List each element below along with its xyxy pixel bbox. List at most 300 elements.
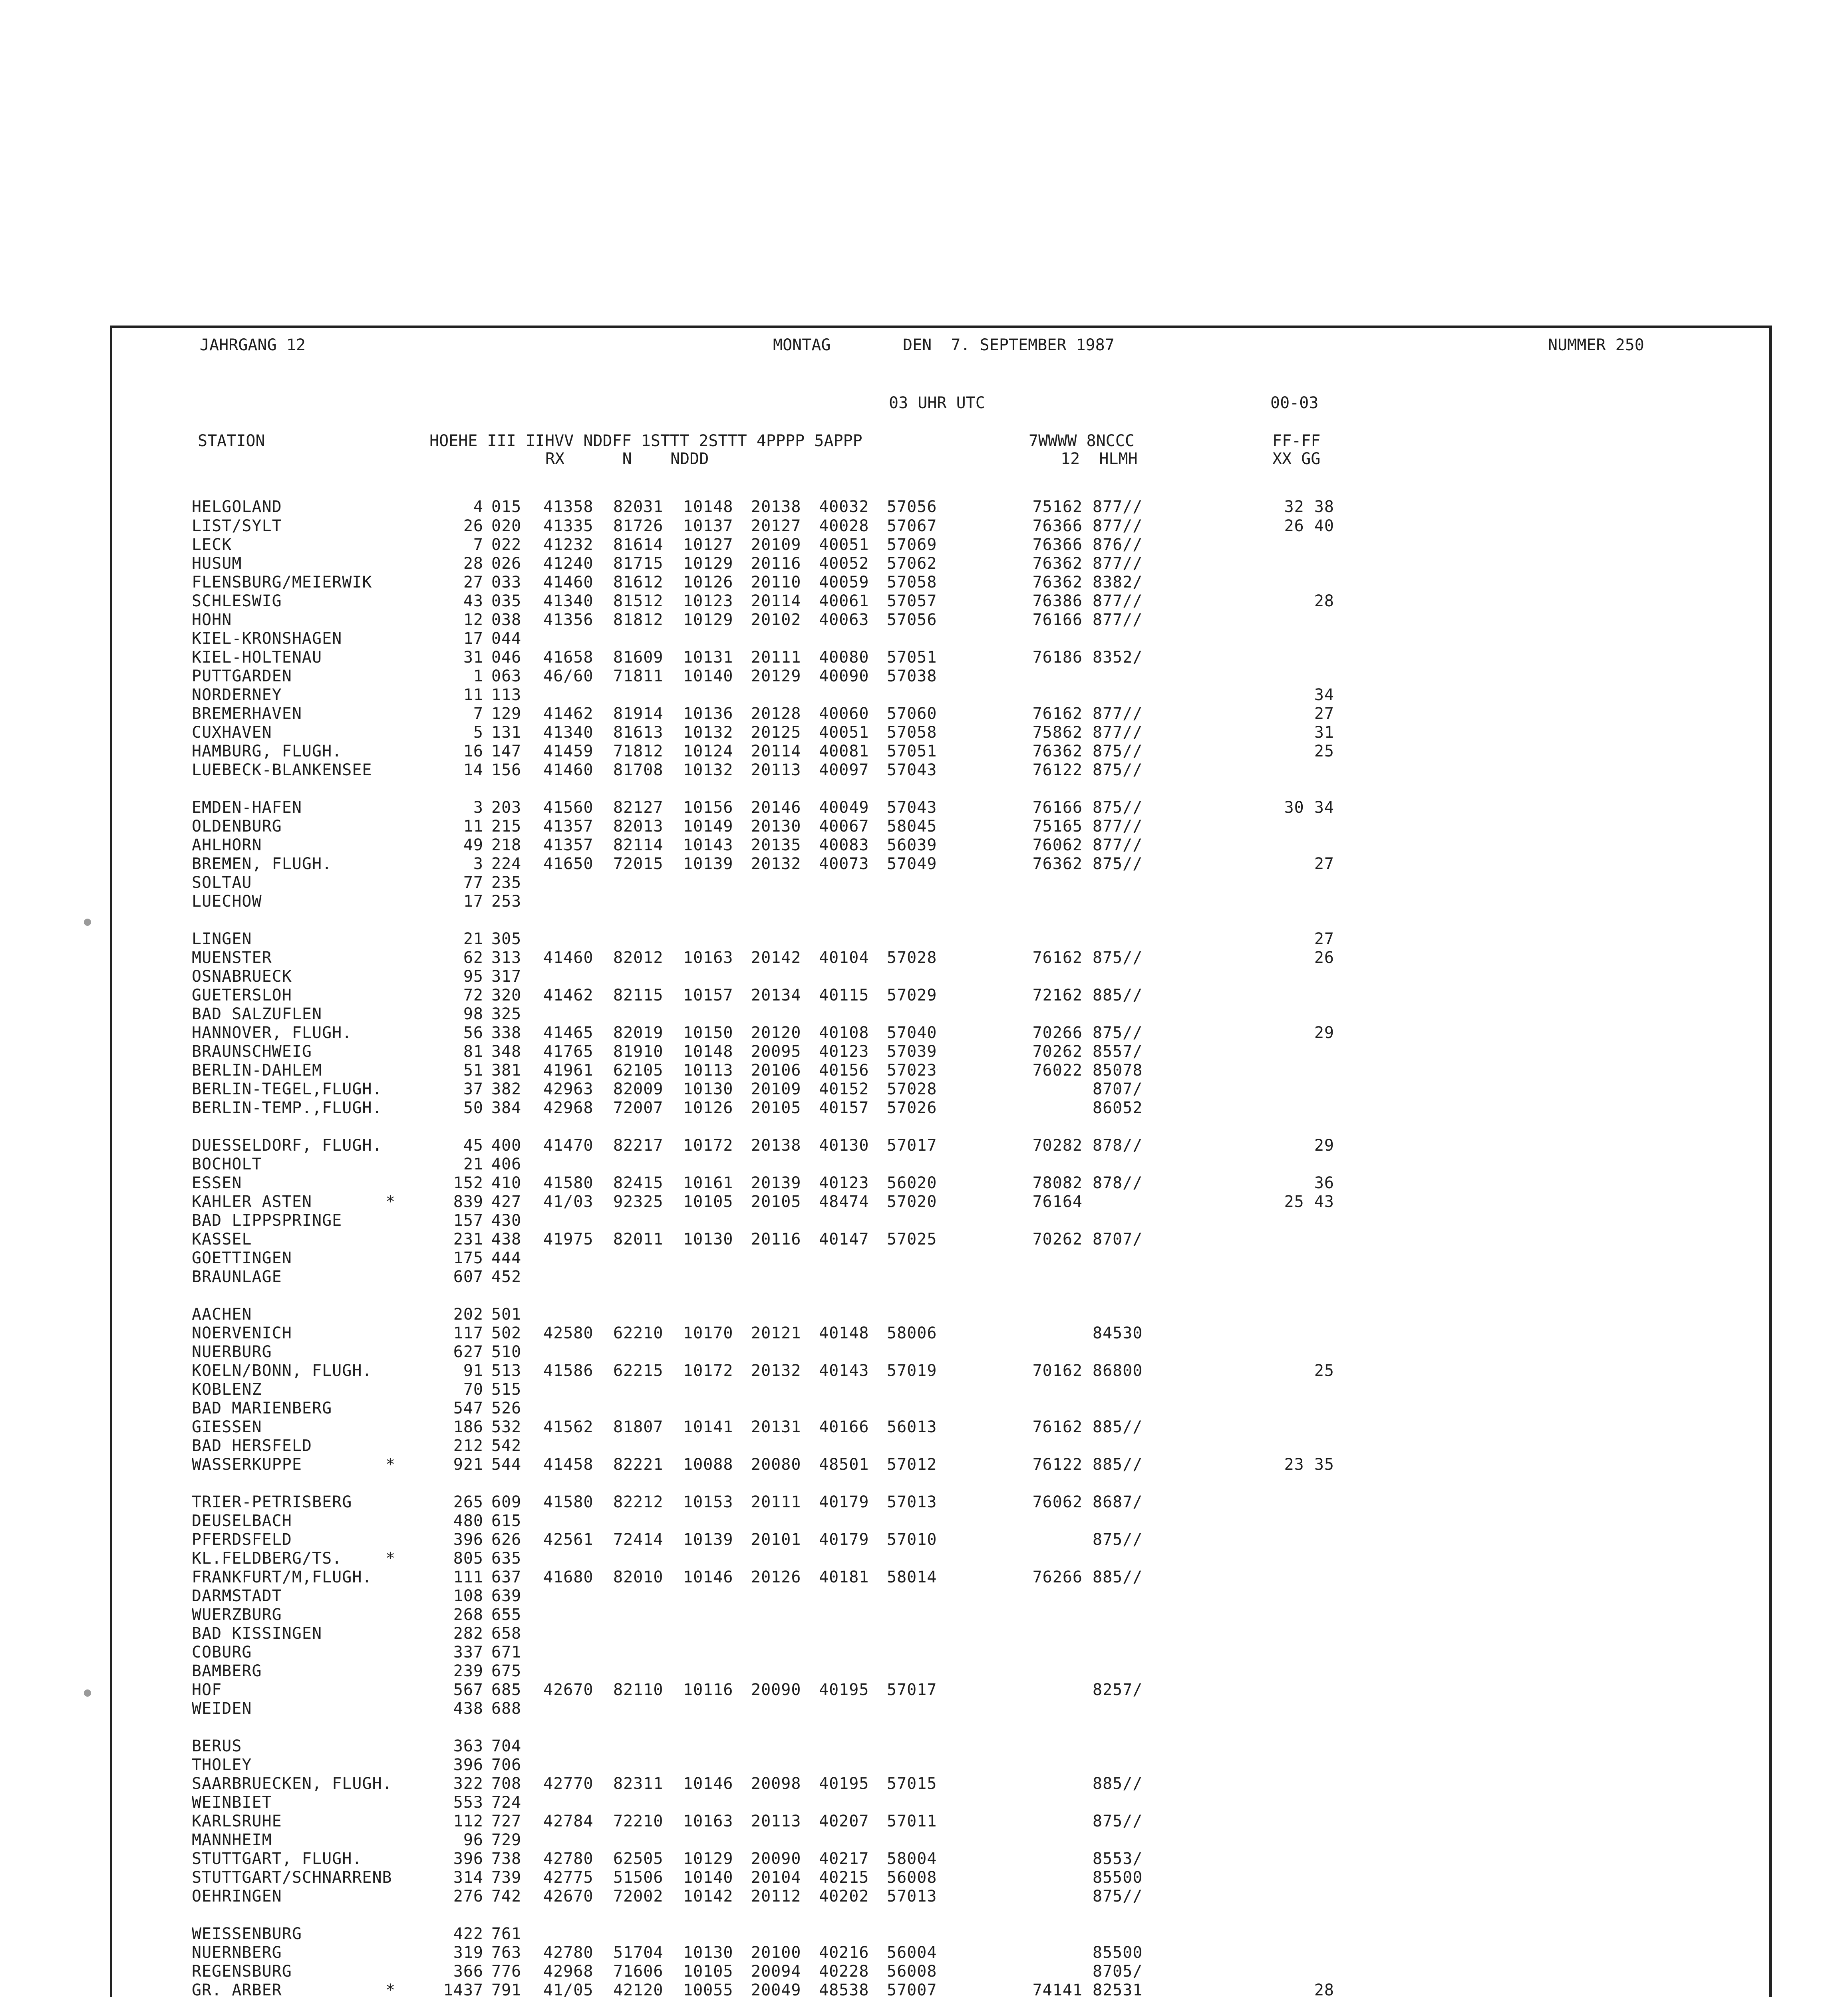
code-1sttt: 10132 <box>683 761 733 779</box>
code-4pppp: 40073 <box>819 855 869 873</box>
observation-time: 03 UHR UTC <box>889 394 985 412</box>
code-nddff: 82217 <box>613 1136 664 1155</box>
code-nddff: 81708 <box>613 761 664 779</box>
station-height: 239 <box>453 1662 483 1680</box>
table-row <box>0 535 1848 554</box>
station-index: 305 <box>491 930 522 948</box>
station-index: 348 <box>491 1042 522 1061</box>
table-row <box>0 573 1848 592</box>
code-1sttt: 10170 <box>683 1324 733 1342</box>
table-row <box>0 929 1848 949</box>
code-2sttt: 20100 <box>751 1943 801 1962</box>
code-8nccc: 8707/ <box>1093 1080 1143 1098</box>
code-iihvv: 41462 <box>543 986 594 1004</box>
table-row <box>0 1342 1848 1362</box>
station-index: 532 <box>491 1418 522 1436</box>
code-8nccc: 877// <box>1093 723 1143 742</box>
station-height: 37 <box>463 1080 483 1098</box>
code-1sttt: 10163 <box>683 949 733 967</box>
code-5appp: 57060 <box>887 705 937 723</box>
code-nddff: 81726 <box>613 517 664 535</box>
code-5appp: 58006 <box>887 1324 937 1342</box>
code-8nccc: 8707/ <box>1093 1230 1143 1249</box>
code-4pppp: 40049 <box>819 798 869 817</box>
station-height: 31 <box>463 648 483 667</box>
code-2sttt: 20106 <box>751 1061 801 1080</box>
station-index: 688 <box>491 1699 522 1718</box>
code-5appp: 57043 <box>887 761 937 779</box>
code-1sttt: 10148 <box>683 1042 733 1061</box>
station-height: 175 <box>453 1249 483 1267</box>
code-iihvv: 41232 <box>543 536 594 554</box>
station-height: 231 <box>453 1230 483 1249</box>
table-row <box>0 516 1848 536</box>
table-row <box>0 742 1848 761</box>
code-nddff: 82012 <box>613 949 664 967</box>
table-row <box>0 854 1848 873</box>
column-subheader-codes: RX N NDDD <box>545 450 709 468</box>
table-row <box>0 723 1848 742</box>
code-5appp: 57017 <box>887 1681 937 1699</box>
table-row <box>0 1230 1848 1249</box>
code-8nccc: 86800 <box>1093 1362 1143 1380</box>
code-2sttt: 20113 <box>751 761 801 779</box>
code-7wwww: 76122 <box>1032 1455 1083 1474</box>
code-iihvv: 41/03 <box>543 1193 594 1211</box>
code-nddff: 82011 <box>613 1230 664 1249</box>
code-1sttt: 10126 <box>683 573 733 592</box>
code-7wwww: 76362 <box>1032 742 1083 760</box>
station-height: 3 <box>473 855 483 873</box>
code-5appp: 57058 <box>887 573 937 592</box>
station-name: HELGOLAND <box>192 498 282 516</box>
code-8nccc: 875// <box>1093 761 1143 779</box>
mountain-station-marker: * <box>385 1193 396 1211</box>
station-name: KAHLER ASTEN <box>192 1193 312 1211</box>
code-4pppp: 40207 <box>819 1812 869 1830</box>
station-height: 81 <box>463 1042 483 1061</box>
station-height: 16 <box>463 742 483 760</box>
table-row <box>0 1267 1848 1286</box>
table-row <box>0 1061 1848 1080</box>
code-2sttt: 20139 <box>751 1174 801 1192</box>
station-height: 26 <box>463 517 483 535</box>
code-4pppp: 40051 <box>819 536 869 554</box>
code-ffff: 27 <box>1314 855 1334 873</box>
code-iihvv: 42770 <box>543 1775 594 1793</box>
station-height: 49 <box>463 836 483 854</box>
station-name: LIST/SYLT <box>192 517 282 535</box>
code-iihvv: 41586 <box>543 1362 594 1380</box>
code-iihvv: 41357 <box>543 836 594 854</box>
code-8nccc: 8352/ <box>1093 648 1143 667</box>
station-height: 839 <box>453 1193 483 1211</box>
code-8nccc: 875// <box>1093 1812 1143 1830</box>
station-name: HOF <box>192 1681 222 1699</box>
station-name: BERLIN-TEGEL,FLUGH. <box>192 1080 382 1098</box>
code-5appp: 57029 <box>887 986 937 1004</box>
station-height: 95 <box>463 967 483 986</box>
station-name: PFERDSFELD <box>192 1531 292 1549</box>
station-name: BAD HERSFELD <box>192 1437 312 1455</box>
code-8nccc: 877// <box>1093 705 1143 723</box>
code-8nccc: 86052 <box>1093 1099 1143 1117</box>
code-5appp: 58014 <box>887 1568 937 1586</box>
station-height: 319 <box>453 1943 483 1962</box>
code-1sttt: 10136 <box>683 705 733 723</box>
station-name: WEIDEN <box>192 1699 252 1718</box>
code-8nccc: 8557/ <box>1093 1042 1143 1061</box>
code-5appp: 56013 <box>887 1418 937 1436</box>
table-row <box>0 1830 1848 1850</box>
code-nddff: 62105 <box>613 1061 664 1080</box>
station-index: 320 <box>491 986 522 1004</box>
station-height: 45 <box>463 1136 483 1155</box>
code-iihvv: 41580 <box>543 1174 594 1192</box>
station-name: WUERZBURG <box>192 1606 282 1624</box>
station-index: 515 <box>491 1380 522 1399</box>
station-height: 7 <box>473 705 483 723</box>
code-8nccc: 85500 <box>1093 1943 1143 1962</box>
station-name: KIEL-KRONSHAGEN <box>192 629 342 648</box>
table-row <box>0 1417 1848 1437</box>
station-index: 763 <box>491 1943 522 1962</box>
station-height: 4 <box>473 498 483 516</box>
code-2sttt: 20129 <box>751 667 801 685</box>
code-1sttt: 10148 <box>683 498 733 516</box>
code-2sttt: 20098 <box>751 1775 801 1793</box>
table-row <box>0 1849 1848 1868</box>
code-7wwww: 78082 <box>1032 1174 1083 1192</box>
code-1sttt: 10146 <box>683 1775 733 1793</box>
code-2sttt: 20135 <box>751 836 801 854</box>
column-subheader-weather: 12 HLMH <box>1061 450 1138 468</box>
table-row <box>0 667 1848 686</box>
column-header-gusts: FF-FF <box>1272 432 1321 450</box>
table-row <box>0 873 1848 892</box>
code-8nccc: 875// <box>1093 949 1143 967</box>
table-row <box>0 1211 1848 1230</box>
code-2sttt: 20138 <box>751 498 801 516</box>
column-subheader-gusts: XX GG <box>1272 450 1321 468</box>
code-5appp: 57056 <box>887 611 937 629</box>
code-7wwww: 76362 <box>1032 554 1083 573</box>
code-nddff: 82212 <box>613 1493 664 1511</box>
station-height: 12 <box>463 611 483 629</box>
code-iihvv: 41460 <box>543 949 594 967</box>
code-8nccc: 877// <box>1093 517 1143 535</box>
table-row <box>0 1793 1848 1812</box>
table-row <box>0 1361 1848 1380</box>
station-index: 724 <box>491 1793 522 1812</box>
code-5appp: 57015 <box>887 1775 937 1793</box>
code-1sttt: 10130 <box>683 1080 733 1098</box>
table-row <box>0 1549 1848 1568</box>
code-7wwww: 76266 <box>1032 1568 1083 1586</box>
code-2sttt: 20114 <box>751 592 801 610</box>
table-row <box>0 1324 1848 1343</box>
code-8nccc: 885// <box>1093 1568 1143 1586</box>
station-height: 805 <box>453 1549 483 1568</box>
station-height: 276 <box>453 1887 483 1906</box>
code-2sttt: 20125 <box>751 723 801 742</box>
table-row <box>0 798 1848 817</box>
code-5appp: 57062 <box>887 554 937 573</box>
station-index: 203 <box>491 798 522 817</box>
code-5appp: 56008 <box>887 1868 937 1887</box>
table-row <box>0 685 1848 705</box>
station-name: KL.FELDBERG/TS. <box>192 1549 342 1568</box>
table-row <box>0 1023 1848 1042</box>
code-4pppp: 48474 <box>819 1193 869 1211</box>
station-index: 224 <box>491 855 522 873</box>
code-7wwww: 76062 <box>1032 836 1083 854</box>
code-5appp: 56020 <box>887 1174 937 1192</box>
station-index: 776 <box>491 1962 522 1981</box>
code-5appp: 57013 <box>887 1493 937 1511</box>
code-5appp: 57040 <box>887 1024 937 1042</box>
station-index: 738 <box>491 1850 522 1868</box>
code-nddff: 82009 <box>613 1080 664 1098</box>
station-index: 113 <box>491 686 522 704</box>
station-index: 020 <box>491 517 522 535</box>
code-iihvv: 42780 <box>543 1850 594 1868</box>
code-nddff: 62505 <box>613 1850 664 1868</box>
table-row <box>0 967 1848 986</box>
punch-hole-mark <box>84 919 91 926</box>
code-2sttt: 20138 <box>751 1136 801 1155</box>
code-nddff: 72007 <box>613 1099 664 1117</box>
code-1sttt: 10172 <box>683 1136 733 1155</box>
station-name: OLDENBURG <box>192 817 282 836</box>
table-row <box>0 1192 1848 1211</box>
code-iihvv: 42963 <box>543 1080 594 1098</box>
station-height: 27 <box>463 573 483 592</box>
code-4pppp: 40195 <box>819 1775 869 1793</box>
code-4pppp: 40115 <box>819 986 869 1004</box>
station-name: BAD MARIENBERG <box>192 1399 332 1417</box>
code-nddff: 81807 <box>613 1418 664 1436</box>
code-nddff: 82114 <box>613 836 664 854</box>
code-7wwww: 72162 <box>1032 986 1083 1004</box>
code-2sttt: 20134 <box>751 986 801 1004</box>
station-height: 111 <box>453 1568 483 1586</box>
station-index: 444 <box>491 1249 522 1267</box>
code-2sttt: 20121 <box>751 1324 801 1342</box>
code-5appp: 57020 <box>887 1193 937 1211</box>
station-height: 265 <box>453 1493 483 1511</box>
code-nddff: 81613 <box>613 723 664 742</box>
station-height: 396 <box>453 1850 483 1868</box>
code-iihvv: 42784 <box>543 1812 594 1830</box>
table-row <box>0 1511 1848 1531</box>
code-8nccc: 875// <box>1093 1531 1143 1549</box>
station-name: ESSEN <box>192 1174 242 1192</box>
station-name: BERUS <box>192 1737 242 1755</box>
code-iihvv: 41340 <box>543 592 594 610</box>
code-7wwww: 76162 <box>1032 705 1083 723</box>
code-5appp: 57049 <box>887 855 937 873</box>
code-2sttt: 20080 <box>751 1455 801 1474</box>
station-index: 063 <box>491 667 522 685</box>
table-row <box>0 1737 1848 1756</box>
code-1sttt: 10149 <box>683 817 733 836</box>
code-nddff: 71811 <box>613 667 664 685</box>
code-8nccc: 84530 <box>1093 1324 1143 1342</box>
code-nddff: 92325 <box>613 1193 664 1211</box>
code-iihvv: 42670 <box>543 1681 594 1699</box>
table-row <box>0 592 1848 611</box>
station-height: 567 <box>453 1681 483 1699</box>
station-name: GUETERSLOH <box>192 986 292 1004</box>
station-height: 186 <box>453 1418 483 1436</box>
code-4pppp: 40104 <box>819 949 869 967</box>
code-5appp: 56008 <box>887 1962 937 1981</box>
code-5appp: 57013 <box>887 1887 937 1906</box>
code-2sttt: 20128 <box>751 705 801 723</box>
code-7wwww: 70162 <box>1032 1362 1083 1380</box>
code-2sttt: 20130 <box>751 817 801 836</box>
code-1sttt: 10139 <box>683 1531 733 1549</box>
code-2sttt: 20105 <box>751 1193 801 1211</box>
code-2sttt: 20146 <box>751 798 801 817</box>
code-5appp: 57043 <box>887 798 937 817</box>
code-nddff: 82110 <box>613 1681 664 1699</box>
code-7wwww: 76366 <box>1032 536 1083 554</box>
code-4pppp: 48538 <box>819 1981 869 1997</box>
station-index: 655 <box>491 1606 522 1624</box>
station-index: 542 <box>491 1437 522 1455</box>
code-nddff: 81609 <box>613 648 664 667</box>
code-iihvv: 41335 <box>543 517 594 535</box>
station-name: BERLIN-TEMP.,FLUGH. <box>192 1099 382 1117</box>
table-row <box>0 1774 1848 1793</box>
station-height: 422 <box>453 1925 483 1943</box>
code-2sttt: 20113 <box>751 1812 801 1830</box>
code-2sttt: 20104 <box>751 1868 801 1887</box>
code-nddff: 72414 <box>613 1531 664 1549</box>
station-height: 62 <box>463 949 483 967</box>
station-height: 17 <box>463 892 483 911</box>
station-index: 791 <box>491 1981 522 1997</box>
code-5appp: 58045 <box>887 817 937 836</box>
station-name: NUERNBERG <box>192 1943 282 1962</box>
code-ffff: 31 <box>1314 723 1334 742</box>
station-height: 91 <box>463 1362 483 1380</box>
station-name: GIESSEN <box>192 1418 262 1436</box>
station-name: FLENSBURG/MEIERWIK <box>192 573 372 592</box>
code-nddff: 81612 <box>613 573 664 592</box>
code-8nccc: 885// <box>1093 1455 1143 1474</box>
station-height: 98 <box>463 1005 483 1023</box>
code-2sttt: 20111 <box>751 1493 801 1511</box>
station-index: 708 <box>491 1775 522 1793</box>
station-index: 325 <box>491 1005 522 1023</box>
station-name: COBURG <box>192 1643 252 1662</box>
station-index: 046 <box>491 648 522 667</box>
station-index: 033 <box>491 573 522 592</box>
station-name: KOBLENZ <box>192 1380 262 1399</box>
station-name: LUEBECK-BLANKENSEE <box>192 761 372 779</box>
station-name: BAD SALZUFLEN <box>192 1005 322 1023</box>
issue-number: NUMMER 250 <box>1548 336 1644 354</box>
table-row <box>0 892 1848 911</box>
code-2sttt: 20112 <box>751 1887 801 1906</box>
code-4pppp: 40216 <box>819 1943 869 1962</box>
code-5appp: 57069 <box>887 536 937 554</box>
code-iihvv: 41458 <box>543 1455 594 1474</box>
table-row <box>0 648 1848 667</box>
station-index: 727 <box>491 1812 522 1830</box>
code-4pppp: 40081 <box>819 742 869 760</box>
column-header-station: STATION <box>198 432 265 450</box>
station-name: EMDEN-HAFEN <box>192 798 302 817</box>
code-5appp: 57056 <box>887 498 937 516</box>
station-name: HAMBURG, FLUGH. <box>192 742 342 760</box>
code-iihvv: 41358 <box>543 498 594 516</box>
station-index: 382 <box>491 1080 522 1098</box>
station-index: 761 <box>491 1925 522 1943</box>
code-1sttt: 10163 <box>683 1812 733 1830</box>
station-name: BAD KISSINGEN <box>192 1624 322 1643</box>
station-name: REGENSBURG <box>192 1962 292 1981</box>
station-index: 317 <box>491 967 522 986</box>
table-row <box>0 1643 1848 1662</box>
station-index: 129 <box>491 705 522 723</box>
code-8nccc: 8687/ <box>1093 1493 1143 1511</box>
code-7wwww: 76166 <box>1032 611 1083 629</box>
code-2sttt: 20114 <box>751 742 801 760</box>
station-index: 026 <box>491 554 522 573</box>
station-height: 5 <box>473 723 483 742</box>
table-row <box>0 1080 1848 1099</box>
station-name: AACHEN <box>192 1305 252 1324</box>
code-2sttt: 20132 <box>751 855 801 873</box>
station-name: BOCHOLT <box>192 1155 262 1173</box>
code-1sttt: 10123 <box>683 592 733 610</box>
station-index: 313 <box>491 949 522 967</box>
code-1sttt: 10137 <box>683 517 733 535</box>
code-8nccc: 85500 <box>1093 1868 1143 1887</box>
station-index: 022 <box>491 536 522 554</box>
code-4pppp: 40063 <box>819 611 869 629</box>
table-row <box>0 948 1848 967</box>
code-iihvv: 42561 <box>543 1531 594 1549</box>
mountain-station-marker: * <box>385 1455 396 1474</box>
code-5appp: 57028 <box>887 1080 937 1098</box>
station-name: HANNOVER, FLUGH. <box>192 1024 352 1042</box>
code-nddff: 82019 <box>613 1024 664 1042</box>
code-ffff: 26 <box>1314 949 1334 967</box>
code-ffff: 25 <box>1314 1362 1334 1380</box>
code-1sttt: 10156 <box>683 798 733 817</box>
code-nddff: 82221 <box>613 1455 664 1474</box>
station-name: WEINBIET <box>192 1793 272 1812</box>
code-nddff: 81910 <box>613 1042 664 1061</box>
table-row <box>0 554 1848 573</box>
station-height: 157 <box>453 1211 483 1230</box>
station-index: 038 <box>491 611 522 629</box>
code-1sttt: 10124 <box>683 742 733 760</box>
station-index: 406 <box>491 1155 522 1173</box>
code-iihvv: 41460 <box>543 761 594 779</box>
station-index: 235 <box>491 873 522 892</box>
station-name: DUESSELDORF, FLUGH. <box>192 1136 382 1155</box>
code-4pppp: 40067 <box>819 817 869 836</box>
code-5appp: 57067 <box>887 517 937 535</box>
code-7wwww: 76186 <box>1032 648 1083 667</box>
station-height: 17 <box>463 629 483 648</box>
